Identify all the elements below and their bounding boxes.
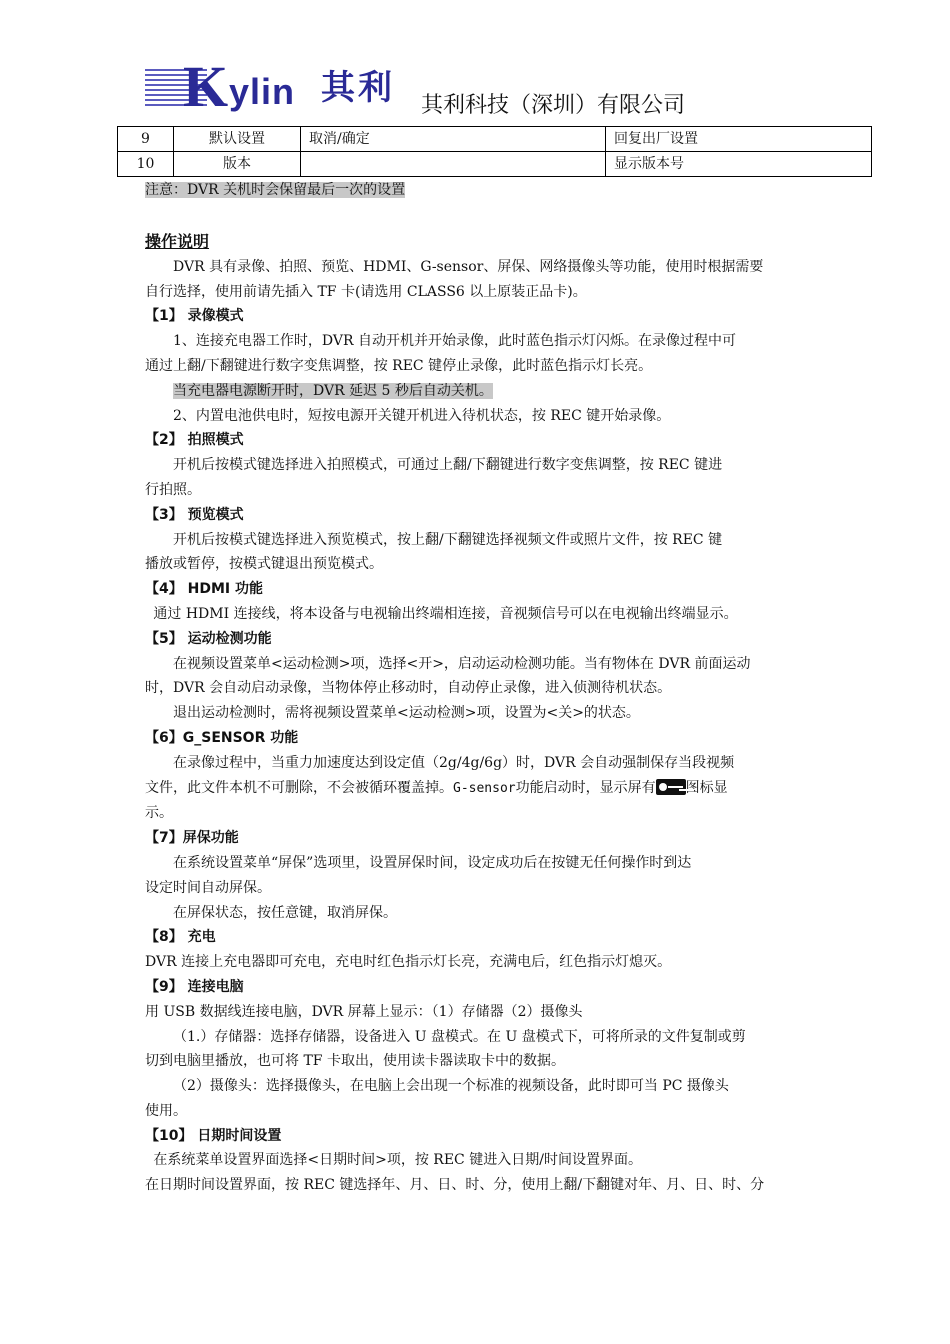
shutdown-note: 注意：DVR 关机时会保留最后一次的设置 — [145, 182, 406, 198]
paragraph-line: 示。 — [145, 805, 173, 822]
row-item: 版本 — [174, 152, 301, 177]
paragraph-line: 在屏保状态，按任意键，取消屏保。 — [173, 904, 397, 921]
heading-hdmi: 【4】 HDMI 功能 — [145, 581, 263, 598]
row-item: 默认设置 — [174, 127, 301, 152]
heading-recording: 【1】 录像模式 — [145, 308, 244, 325]
text-run: 图标显 — [685, 779, 728, 796]
paragraph-line: 开机后按模式键选择进入预览模式，按上翻/下翻键选择视频文件或照片文件，按 REC 键 — [173, 531, 723, 548]
intro-line: DVR 具有录像、拍照、预览、HDMI、G-sensor、屏保、网络摄像头等功能，使用时根据需要 — [173, 258, 764, 275]
paragraph-line: 在系统菜单设置界面选择<日期时间>项，按 REC 键进入日期/时间设置界面。 — [153, 1152, 642, 1169]
paragraph-line: 行拍照。 — [145, 481, 201, 498]
text-run: 文件，此文件本机不可删除，不会被循环覆盖掉。 — [145, 779, 453, 796]
settings-table — [117, 126, 872, 177]
heading-preview: 【3】 预览模式 — [145, 506, 244, 523]
logo-initial: K — [183, 54, 229, 119]
paragraph-line: （2）摄像头：选择摄像头，在电脑上会出现一个标准的视频设备，此时即可当 PC 摄像头 — [173, 1078, 729, 1095]
table-row — [118, 127, 872, 152]
paragraph-line: 在录像过程中，当重力加速度达到设定值（2g/4g/6g）时，DVR 会自动强制保存当段视频 — [173, 754, 735, 771]
row-description: 显示版本号 — [606, 152, 872, 177]
charger-note: 当充电器电源断开时，DVR 延迟 5 秒后自动关机。 — [173, 382, 493, 399]
row-number: 9 — [118, 127, 174, 152]
heading-photo: 【2】 拍照模式 — [145, 432, 244, 449]
paragraph-line: 开机后按模式键选择进入拍照模式，可通过上翻/下翻键进行数字变焦调整，按 REC 键进 — [173, 457, 723, 474]
paragraph-line: 1、连接充电器工作时，DVR 自动开机并开始录像，此时蓝色指示灯闪烁。在录像过程中可 — [173, 333, 736, 350]
paragraph-line — [145, 776, 825, 802]
heading-screensaver: 【7】屏保功能 — [145, 830, 239, 847]
heading-motion-detection: 【5】 运动检测功能 — [145, 630, 272, 647]
logo-text: ylin — [229, 71, 296, 112]
heading-pc-connection: 【9】 连接电脑 — [145, 978, 244, 995]
paragraph-line: 设定时间自动屏保。 — [145, 879, 271, 896]
paragraph-line: 切到电脑里播放，也可将 TF 卡取出，使用读卡器读取卡中的数据。 — [145, 1053, 565, 1070]
company-name: 其利科技（深圳）有限公司 — [421, 93, 686, 118]
paragraph-line: 在系统设置菜单“屏保”选项里，设置屏保时间，设定成功后在按键无任何操作时到达 — [173, 854, 692, 871]
gsensor-term: G-sensor — [453, 780, 516, 796]
heading-datetime: 【10】 日期时间设置 — [145, 1127, 282, 1144]
section-title: 操作说明 — [145, 231, 210, 251]
text-run: 功能启动时，显示屏有 — [515, 779, 656, 796]
logo-chinese: 其利 — [321, 68, 395, 108]
paragraph-line: 通过上翻/下翻键进行数字变焦调整，按 REC 键停止录像，此时蓝色指示灯长亮。 — [145, 357, 653, 374]
page-header — [145, 54, 875, 126]
row-option: 取消/确定 — [301, 127, 606, 152]
paragraph-line: 通过 HDMI 连接线，将本设备与电视输出终端相连接，音视频信号可以在电视输出终端显示。 — [153, 605, 738, 622]
row-option — [301, 152, 606, 177]
table-row — [118, 152, 872, 177]
paragraph-line: 时，DVR 会自动启动录像，当物体停止移动时，自动停止录像，进入侦测待机状态。 — [145, 680, 672, 697]
paragraph-line: 播放或暂停，按模式键退出预览模式。 — [145, 556, 383, 573]
heading-charging: 【8】 充电 — [145, 929, 216, 946]
row-description: 回复出厂设置 — [606, 127, 872, 152]
paragraph-line: DVR 连接上充电器即可充电，充电时红色指示灯长亮，充满电后，红色指示灯熄灭。 — [145, 954, 672, 971]
intro-line: 自行选择，使用前请先插入 TF 卡(请选用 CLASS6 以上原装正品卡)。 — [145, 283, 587, 300]
paragraph-line: 使用。 — [145, 1102, 187, 1119]
paragraph-line: 在视频设置菜单<运动检测>项，选择<开>，启动运动检测功能。当有物体在 DVR 前面运动 — [173, 655, 751, 672]
paragraph-line: 2、内置电池供电时，短按电源开关键开机进入待机状态，按 REC 键开始录像。 — [173, 407, 671, 424]
document-body — [145, 178, 825, 1198]
heading-gsensor: 【6】G_SENSOR 功能 — [145, 729, 299, 746]
row-number: 10 — [118, 152, 174, 177]
paragraph-line: 用 USB 数据线连接电脑，DVR 屏幕上显示：（1）存储器（2）摄像头 — [145, 1003, 583, 1020]
paragraph-line: （1.）存储器：选择存储器，设备进入 U 盘模式。在 U 盘模式下，可将所录的文件复制或剪 — [173, 1028, 746, 1045]
paragraph-line: 在日期时间设置界面，按 REC 键选择年、月、日、时、分，使用上翻/下翻键对年、月、日、时、分 — [145, 1177, 765, 1194]
key-icon — [656, 779, 686, 795]
paragraph-line: 退出运动检测时，需将视频设置菜单<运动检测>项，设置为<关>的状态。 — [173, 705, 640, 722]
